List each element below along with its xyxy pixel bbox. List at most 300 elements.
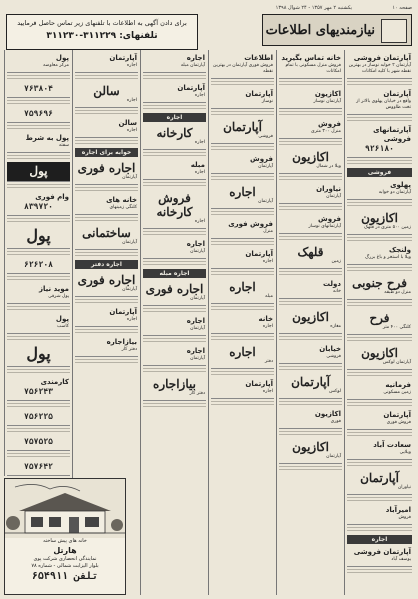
- ad-text-lines: [211, 211, 274, 217]
- ad-headline: پول: [26, 344, 51, 363]
- house-ad-line3: بلوار الیزابت شمالی - شماره ۷۸: [31, 563, 99, 569]
- ad-text-lines: [75, 187, 138, 193]
- classified-ad: [211, 52, 274, 79]
- classified-ad: [211, 118, 274, 144]
- house-ad-phone: تلفن ۶۵۴۹۱۱: [31, 571, 99, 582]
- classified-ad: [143, 52, 206, 73]
- classified-ad: [279, 52, 342, 79]
- classified-ad: [7, 435, 70, 451]
- ad-text-lines: [347, 432, 412, 438]
- ad-text-lines: [75, 329, 138, 335]
- classified-ad: [279, 373, 342, 399]
- ad-headline: فرح: [369, 311, 390, 325]
- ad-text-lines: [279, 81, 342, 87]
- ad-heading: فروش: [318, 215, 341, 223]
- ad-body: آپارتمان لوکس: [382, 360, 411, 365]
- classified-ad: [7, 132, 70, 153]
- classified-ad: [279, 243, 342, 269]
- ad-heading: وام فوری: [35, 193, 69, 201]
- ad-text-lines: [7, 125, 70, 131]
- house-drawing-icon: [5, 479, 125, 539]
- ad-text-lines: [75, 75, 138, 81]
- ad-text-lines: [7, 218, 70, 224]
- classified-ad: [7, 410, 70, 426]
- ad-body: اجاره: [126, 317, 137, 322]
- ad-text-lines: [211, 271, 274, 277]
- classified-ad: [7, 107, 70, 123]
- ad-text-lines: [211, 176, 274, 182]
- ad-body: آپارتمان دو خوابه: [378, 190, 411, 195]
- ad-text-lines: [347, 372, 412, 378]
- ad-headline: پول: [26, 226, 51, 245]
- ad-body: آپارتمان: [326, 454, 341, 459]
- ad-heading: آپارتمان: [383, 411, 411, 419]
- ad-headline: فروش کارخانه: [156, 191, 193, 219]
- classified-ad: [279, 118, 342, 139]
- ad-text-lines: [211, 81, 274, 87]
- page-number: صفحه ۱۰: [392, 5, 412, 11]
- ad-text-lines: [279, 466, 342, 472]
- ad-body: اجاره: [262, 259, 273, 264]
- ad-body: آپارتمان: [122, 287, 137, 292]
- classified-ad: [7, 313, 70, 334]
- masthead-title: نیازمندیهای اطلاعات: [265, 23, 375, 38]
- ad-text-lines: [211, 111, 274, 117]
- classified-ad: [347, 124, 412, 158]
- column-1: [344, 50, 414, 595]
- ad-text-lines: [143, 261, 206, 267]
- ad-headline: سالن: [93, 84, 120, 98]
- ad-body: واقع در خیابان پهلوی بالاتر از تخت طاووس: [356, 99, 411, 110]
- classified-ad: [279, 88, 342, 109]
- section-header: اجاره: [143, 113, 206, 122]
- ad-body: آپارتمان: [258, 164, 273, 169]
- ad-body: اجاره: [126, 98, 137, 103]
- section-header: فروشی: [347, 168, 412, 177]
- ad-body: یوسف آباد: [391, 557, 411, 562]
- ad-body: فوری: [330, 419, 341, 424]
- ad-body: منزل: [263, 229, 273, 234]
- ad-text-lines: [143, 152, 206, 158]
- classified-ad: [347, 209, 412, 235]
- ad-body: آپارتمان: [122, 175, 137, 180]
- ad-text-lines: [347, 117, 412, 123]
- ad-text-lines: [143, 75, 206, 81]
- ad-text-lines: [347, 237, 412, 243]
- house-ad-line1: خانه های پیش ساخته: [43, 538, 87, 544]
- ad-heading: خانه های: [106, 196, 137, 204]
- ad-text-lines: [279, 336, 342, 342]
- ad-text-lines: [211, 336, 274, 342]
- ad-body: آپارتمان ۲ خوابه نوساز در بهترین نقطه شهر با کلیه امکانات: [348, 63, 411, 74]
- ad-text-lines: [347, 527, 412, 533]
- ad-text-lines: [211, 306, 274, 312]
- ad-text-lines: [347, 302, 412, 308]
- ad-headline: آپارتمان: [223, 120, 262, 134]
- classified-ad: [143, 375, 206, 401]
- ad-body: خانه: [333, 289, 341, 294]
- ad-text-lines: [7, 155, 70, 161]
- ad-body: اجاره: [126, 128, 137, 133]
- ad-headline: اکازیون: [292, 310, 329, 324]
- ad-text-lines: [279, 206, 342, 212]
- ad-phone: ۷۵۹۶۹۶: [24, 109, 53, 118]
- ad-text-lines: [7, 428, 70, 434]
- ad-headline: اجاره: [229, 345, 256, 359]
- ad-text-lines: [7, 306, 70, 312]
- ad-phone: ۷۵۷۶۴۲: [24, 462, 53, 471]
- ad-body: زمین ۵۰۰ متری در قلهک: [363, 225, 411, 230]
- classified-ad: [7, 460, 70, 476]
- classified-ad: [279, 183, 342, 204]
- ad-heading: اطلاعات: [244, 54, 273, 62]
- column-4: [140, 50, 208, 595]
- ad-text-lines: [143, 231, 206, 237]
- ad-body: کلنگی زمینهای: [109, 205, 137, 210]
- classified-ad: [7, 191, 70, 216]
- ad-headline: کارخانه: [156, 126, 193, 140]
- ad-text-lines: [211, 241, 274, 247]
- ad-phone: ۷۵۶۲۲۵: [24, 412, 53, 421]
- classified-ad: [7, 258, 70, 274]
- ad-body: اجاره: [262, 324, 273, 329]
- classified-ad: [279, 308, 342, 334]
- ad-body: اجاره: [194, 140, 205, 145]
- classified-ad: [279, 213, 342, 234]
- classified-ad: [143, 315, 206, 336]
- classified-ad: [347, 274, 412, 300]
- classified-ad: [347, 469, 412, 495]
- ad-heading: پهلوی: [390, 181, 411, 189]
- ad-heading: اجاره: [186, 347, 205, 355]
- classified-ad: [211, 378, 274, 399]
- ad-heading: فروش: [318, 120, 341, 128]
- ad-text-lines: [279, 111, 342, 117]
- ad-body: زمین: [331, 259, 341, 264]
- ad-heading: آپارتمان: [177, 84, 205, 92]
- ad-body: نوساز: [261, 99, 273, 104]
- ad-heading: آپارتمان: [383, 90, 411, 98]
- ad-heading: فروش: [250, 155, 273, 163]
- ad-body: اجاره: [126, 63, 137, 68]
- classified-ad: [75, 52, 138, 73]
- classified-ad: [7, 82, 70, 98]
- classified-ad: [347, 244, 412, 265]
- classified-ad: [347, 344, 412, 370]
- section-header: اجاره مبله: [143, 269, 206, 278]
- classified-ad: [143, 124, 206, 150]
- classified-ad: [75, 117, 138, 138]
- ad-text-lines: [7, 403, 70, 409]
- ad-text-lines: [347, 569, 412, 575]
- classified-ad: [211, 88, 274, 109]
- ad-headline: اکازیون: [361, 211, 398, 225]
- ad-text-lines: [7, 369, 70, 375]
- ad-heading: اکازیون: [314, 90, 341, 98]
- ad-text-lines: [7, 184, 70, 190]
- ad-body: آپارتمان: [190, 356, 205, 361]
- ad-body: آپارتمان: [190, 326, 205, 331]
- ad-body: اجاره: [262, 389, 273, 394]
- ad-heading: آپارتمان: [245, 250, 273, 258]
- ad-text-lines: [7, 336, 70, 342]
- classifieds-masthead: [262, 14, 412, 46]
- ad-phone: ۷۵۷۵۲۵: [24, 437, 53, 446]
- classified-ad: [347, 379, 412, 400]
- ad-body: منزل دو طبقه: [384, 290, 411, 295]
- ad-phone: ۷۵۶۲۴۳: [24, 387, 53, 396]
- ad-body: فروش منزل مسکونی با تمام امکانات: [285, 63, 341, 74]
- ad-phone: ۹۲۶۱۸۰: [365, 144, 394, 153]
- ad-body: فروش فوری آپارتمان در بهترین نقطه: [212, 63, 273, 74]
- classified-ad: [7, 162, 70, 182]
- ad-headline: اجاره: [229, 280, 256, 294]
- ad-text-lines: [279, 301, 342, 307]
- ad-body: دفتر: [264, 359, 273, 364]
- ad-heading: کارمندی: [40, 378, 69, 386]
- ad-text-lines: [347, 497, 412, 503]
- ad-body: ویلا با استخر و باغ بزرگ: [364, 255, 411, 260]
- ad-phone: ۶۲۶۲۰۸: [24, 260, 53, 269]
- ad-body: مبله: [265, 294, 273, 299]
- ad-text-lines: [75, 110, 138, 116]
- ad-text-lines: [347, 202, 412, 208]
- ad-headline: فرح جنوبی: [352, 276, 407, 290]
- classified-ad: [279, 343, 342, 364]
- ad-text-lines: [143, 182, 206, 188]
- contact-banner: [6, 14, 198, 50]
- classified-ad: [7, 376, 70, 401]
- classified-ad: [75, 159, 138, 185]
- ad-text-lines: [211, 401, 274, 407]
- ad-heading: بیازاجاره: [106, 338, 137, 346]
- ad-heading: مبله: [190, 161, 205, 169]
- classified-ad: [143, 82, 206, 103]
- ad-headline: اکازیون: [292, 150, 329, 164]
- ad-heading: آپارتمان: [109, 54, 137, 62]
- ad-body: زمین مسکونی: [383, 390, 411, 395]
- ad-body: اجاره: [194, 219, 205, 224]
- ad-heading: آپارتمان فروشی: [353, 548, 411, 556]
- ad-body: فروشی: [326, 354, 341, 359]
- ad-body: آپارتمان مبله: [180, 63, 205, 68]
- ad-headline: اکازیون: [361, 346, 398, 360]
- issue-date: یکشنبه ۲ مهر ۱۳۵۷ - ۲۴ شوال ۱۳۹۸: [275, 5, 352, 11]
- ad-body: آپارتمان: [122, 240, 137, 245]
- ad-heading: نیاوران: [316, 185, 341, 193]
- classified-ad: [75, 271, 138, 297]
- ad-heading: آپارتمانهای فروشی: [373, 126, 411, 143]
- ad-text-lines: [143, 308, 206, 314]
- ad-body: ویلا در شمال: [316, 164, 341, 169]
- classified-ad: [143, 189, 206, 229]
- ad-text-lines: [143, 403, 206, 409]
- ad-text-lines: [7, 251, 70, 257]
- ad-body: آپارتمان: [326, 194, 341, 199]
- ad-body: اجاره: [194, 170, 205, 175]
- ad-phone: ۸۳۹۷۲۰: [24, 202, 53, 211]
- ad-heading: اجاره: [186, 317, 205, 325]
- ad-phone: ۷۶۳۸۰۴: [24, 84, 53, 93]
- ad-text-lines: [75, 252, 138, 258]
- classified-ad: [75, 306, 138, 327]
- classified-ad: [211, 248, 274, 269]
- column-6: [4, 50, 72, 476]
- classified-ad: [143, 159, 206, 180]
- ad-heading: پول: [55, 54, 69, 62]
- ad-body: پول شرقی: [48, 294, 69, 299]
- house-ad-title: هارتل: [53, 546, 77, 555]
- ad-body: کاسب: [57, 324, 69, 329]
- classified-ad: [143, 238, 206, 259]
- ad-body: آپارتمان: [190, 249, 205, 254]
- ad-heading: اجاره: [186, 54, 205, 62]
- ad-headline: آپارتمان: [360, 471, 399, 485]
- ad-text-lines: [279, 366, 342, 372]
- ad-text-lines: [143, 338, 206, 344]
- house-ad-line2: نمایندگی انحصاری شرکت پوی: [33, 556, 97, 562]
- ad-heading: سعادت آباد: [373, 441, 411, 449]
- classified-ad: [211, 153, 274, 174]
- ad-text-lines: [347, 402, 412, 408]
- classified-ad: [143, 345, 206, 366]
- ad-heading: پول: [55, 315, 69, 323]
- section-header: خوابه برای اجاره: [75, 148, 138, 157]
- ad-headline: قلهک: [297, 245, 324, 259]
- ad-body: نیاوران: [397, 485, 411, 490]
- ad-body: آپارتمانهای نوساز: [308, 224, 341, 229]
- ad-body: مرکز معاوضه: [43, 63, 69, 68]
- ad-body: آپارتمان: [190, 296, 205, 301]
- classified-ad: [347, 439, 412, 460]
- ad-text-lines: [347, 337, 412, 343]
- ad-body: مغازه: [330, 324, 341, 329]
- page-header-line: [6, 4, 412, 12]
- newspaper-logo-icon: [381, 19, 407, 43]
- ad-heading: ولنجک: [388, 246, 411, 254]
- ad-body: فروشی: [258, 134, 273, 139]
- classified-ad: [211, 278, 274, 304]
- classified-ad: [347, 504, 412, 525]
- house-ad-info: [4, 538, 126, 595]
- ad-text-lines: [211, 371, 274, 377]
- ad-headline: اجاره فوری: [77, 161, 136, 175]
- ad-text-lines: [143, 368, 206, 374]
- classified-ad: [75, 82, 138, 108]
- ad-heading: آپارتمان: [245, 90, 273, 98]
- ad-text-lines: [75, 217, 138, 223]
- ad-text-lines: [347, 267, 412, 273]
- ad-heading: پول به شرط: [25, 134, 69, 142]
- ad-body: اجاره: [194, 93, 205, 98]
- ad-text-lines: [279, 431, 342, 437]
- banner-line-1: برای دادن آگهی به اطلاعات با تلفنهای زیر تماس حاصل فرمایید: [17, 19, 187, 27]
- ad-heading: موید نیاز: [39, 285, 69, 293]
- ad-heading: آپارتمان: [245, 380, 273, 388]
- classified-ad: [211, 218, 274, 239]
- ad-headline: اکازیون: [292, 440, 329, 454]
- classified-ad: [279, 278, 342, 299]
- classified-ad: [7, 283, 70, 304]
- ad-body: فروش: [398, 515, 411, 520]
- ad-text-lines: [75, 359, 138, 365]
- ad-heading: دولت: [323, 280, 341, 288]
- classified-ad: [279, 408, 342, 429]
- ad-body: کلنگی ۴۰۰ متر: [382, 325, 411, 330]
- classified-ad: [347, 52, 412, 79]
- column-2: [276, 50, 344, 595]
- ad-text-lines: [347, 462, 412, 468]
- ad-heading: سالن: [118, 119, 137, 127]
- ad-body: آپارتمان: [258, 199, 273, 204]
- ad-text-lines: [75, 140, 138, 146]
- classified-ad: [143, 280, 206, 306]
- ad-headline: بیازاجاره: [153, 377, 196, 391]
- ad-text-lines: [279, 236, 342, 242]
- ad-text-lines: [279, 401, 342, 407]
- ad-body: فروش فوری: [386, 420, 411, 425]
- ad-text-lines: [279, 271, 342, 277]
- classified-ad: [211, 343, 274, 369]
- ad-heading: فرمانیه: [385, 381, 411, 389]
- classified-ad: [7, 225, 70, 249]
- classified-ad: [347, 179, 412, 200]
- ad-text-lines: [347, 81, 412, 87]
- classified-ad: [75, 224, 138, 250]
- section-header: اجاره دفتر: [75, 260, 138, 269]
- ad-text-lines: [279, 141, 342, 147]
- ad-heading: خانه تماس بگیرید: [281, 54, 341, 62]
- classified-ad: [347, 546, 412, 567]
- ad-heading: آپارتمان فروشی: [353, 54, 411, 62]
- classified-ad: [211, 313, 274, 334]
- ad-body: دفتر کار: [189, 391, 205, 396]
- ad-text-lines: [279, 176, 342, 182]
- ad-body: سفته: [58, 143, 69, 148]
- column-3: [208, 50, 276, 595]
- ad-heading: آپارتمان: [109, 308, 137, 316]
- classified-ad: [7, 343, 70, 367]
- ad-headline: پول: [29, 164, 48, 178]
- section-header: اجاره: [347, 535, 412, 544]
- ad-headline: اجاره فوری: [145, 282, 204, 296]
- ad-headline: آپارتمان: [291, 375, 330, 389]
- classified-ad: [211, 183, 274, 209]
- classified-ad: [75, 194, 138, 215]
- house-illustration: [4, 478, 126, 540]
- ad-headline: اجاره فوری: [77, 273, 136, 287]
- classified-ad: [75, 336, 138, 357]
- ad-text-lines: [7, 276, 70, 282]
- ad-heading: امیرآباد: [385, 506, 411, 514]
- ad-text-lines: [7, 75, 70, 81]
- ad-text-lines: [347, 160, 412, 166]
- ad-heading: خیابان: [319, 345, 341, 353]
- classified-ad: [7, 52, 70, 73]
- ad-text-lines: [7, 453, 70, 459]
- ad-text-lines: [211, 146, 274, 152]
- ad-body: دفتر کار: [121, 347, 137, 352]
- ad-body: لوکس: [329, 389, 341, 394]
- ad-text-lines: [7, 100, 70, 106]
- ad-body: ویلایی: [399, 450, 411, 455]
- classified-ad: [279, 438, 342, 464]
- classified-ad: [347, 88, 412, 115]
- ad-heading: خانه: [258, 315, 273, 323]
- classified-ad: [279, 148, 342, 174]
- ad-heading: فروش فوری: [228, 220, 273, 228]
- ad-body: آپارتمان نوساز: [313, 99, 341, 104]
